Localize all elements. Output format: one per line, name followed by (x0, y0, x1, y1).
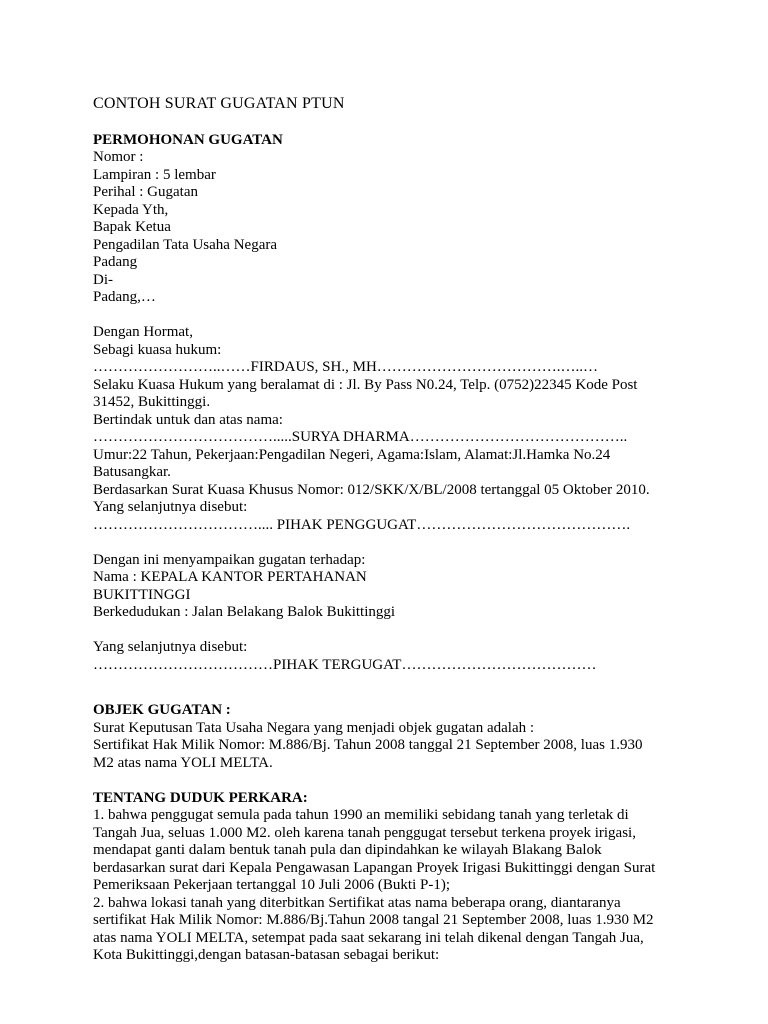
lawyer-address-line: Selaku Kuasa Hukum yang beralamat di : Jl. By Pass N0.24, Telp. (0752)22345 Kode Post (93, 376, 638, 393)
duduk-line-3: mendapat ganti dalam bentuk tanah pula dan dipindahkan ke wilayah Blakang Balok (93, 842, 602, 858)
nomor-line: Nomor : (93, 149, 144, 165)
padang-date-line: Padang,… (93, 289, 156, 305)
di-line: Di- (93, 271, 113, 288)
lawyer-name-line: ……………………..……FIRDAUS, SH., MH……………………………….…..… (93, 359, 599, 375)
objek-line-2: Sertifikat Hak Milik Nomor: M.886/Bj. Tahun 2008 tanggal 21 September 2008, luas 1.930 (93, 737, 643, 753)
pengadilan-line: Pengadilan Tata Usaha Negara (93, 236, 278, 253)
duduk-perkara-heading: TENTANG DUDUK PERKARA: (93, 789, 308, 806)
kuasa-hukum-line: Sebagi kuasa hukum: (93, 341, 222, 358)
disebut-line-2: Yang selanjutnya disebut: (93, 639, 248, 655)
surat-kuasa-line: Berdasarkan Surat Kuasa Khusus Nomor: 012/SKK/X/BL/2008 tertanggal 05 Oktober 2010. (93, 481, 650, 498)
perihal-line: Perihal : Gugatan (93, 184, 198, 200)
plaintiff-details-line: Umur:22 Tahun, Pekerjaan:Pengadilan Negeri, Agama:Islam, Alamat:Jl.Hamka No.24 (93, 446, 611, 463)
objek-line-3: M2 atas nama YOLI MELTA. (93, 754, 273, 771)
plaintiff-details-line-2: Batusangkar. (93, 464, 171, 480)
document-title: CONTOH SURAT GUGATAN PTUN (93, 95, 345, 112)
objek-heading: OBJEK GUGATAN : (93, 702, 231, 718)
berkedudukan-line: Berkedudukan : Jalan Belakang Balok Bukittinggi (93, 604, 396, 620)
gugatan-terhadap-line: Dengan ini menyampaikan gugatan terhadap: (93, 551, 366, 568)
defendant-name-line-2: BUKITTINGGI (93, 586, 191, 603)
plaintiff-name-line: ……………………………….....SURYA DHARMA…………………………………….. (93, 429, 628, 445)
duduk-line-4: berdasarkan surat dari Kepala Pengawasan Lapangan Proyek Irigasi Bukittinggi dengan Surat (93, 859, 656, 876)
duduk-line-9: Kota Bukittinggi,dengan batasan-batasan sebagai berikut: (93, 947, 440, 963)
lawyer-address-line-2: 31452, Bukittinggi. (93, 394, 211, 410)
disebut-line: Yang selanjutnya disebut: (93, 499, 248, 515)
kepada-line: Kepada Yth, (93, 201, 169, 218)
permohonan-heading: PERMOHONAN GUGATAN (93, 131, 283, 148)
duduk-line-7: sertifikat Hak Milik Nomor: M.886/Bj.Tahun 2008 tangal 21 September 2008, luas 1.930 M2 (93, 912, 654, 928)
duduk-line-2: Tangah Jua, seluas 1.000 M2. oleh karena tanah penggugat tersebut terkena proyek irigasi, (93, 824, 636, 841)
document-page (93, 95, 693, 965)
duduk-line-8: atas nama YOLI MELTA, setempat pada saat sekarang ini telah dikenal dengan Tangah Jua, (93, 929, 644, 946)
padang-line: Padang (93, 254, 138, 270)
pihak-tergugat-line: ………………………………PIHAK TERGUGAT………………………………… (93, 656, 597, 673)
pihak-penggugat-line: …………………………….... PIHAK PENGGUGAT……………………………………. (93, 516, 631, 533)
objek-line-1: Surat Keputusan Tata Usaha Negara yang menjadi objek gugatan adalah : (93, 719, 535, 736)
lampiran-line: Lampiran : 5 lembar (93, 166, 216, 183)
duduk-line-6: 2. bahwa lokasi tanah yang diterbitkan Sertifikat atas nama beberapa orang, diantaranya (93, 894, 621, 911)
bapak-ketua-line: Bapak Ketua (93, 219, 171, 235)
duduk-line-1: 1. bahwa penggugat semula pada tahun 1990 an memiliki sebidang tanah yang terletak di (93, 807, 629, 823)
salutation-line: Dengan Hormat, (93, 324, 193, 340)
atas-nama-line: Bertindak untuk dan atas nama: (93, 411, 283, 428)
duduk-line-5: Pemeriksaan Pekerjaan tertanggal 10 Juli 2006 (Bukti P-1); (93, 877, 451, 893)
defendant-name-line: Nama : KEPALA KANTOR PERTAHANAN (93, 569, 367, 585)
